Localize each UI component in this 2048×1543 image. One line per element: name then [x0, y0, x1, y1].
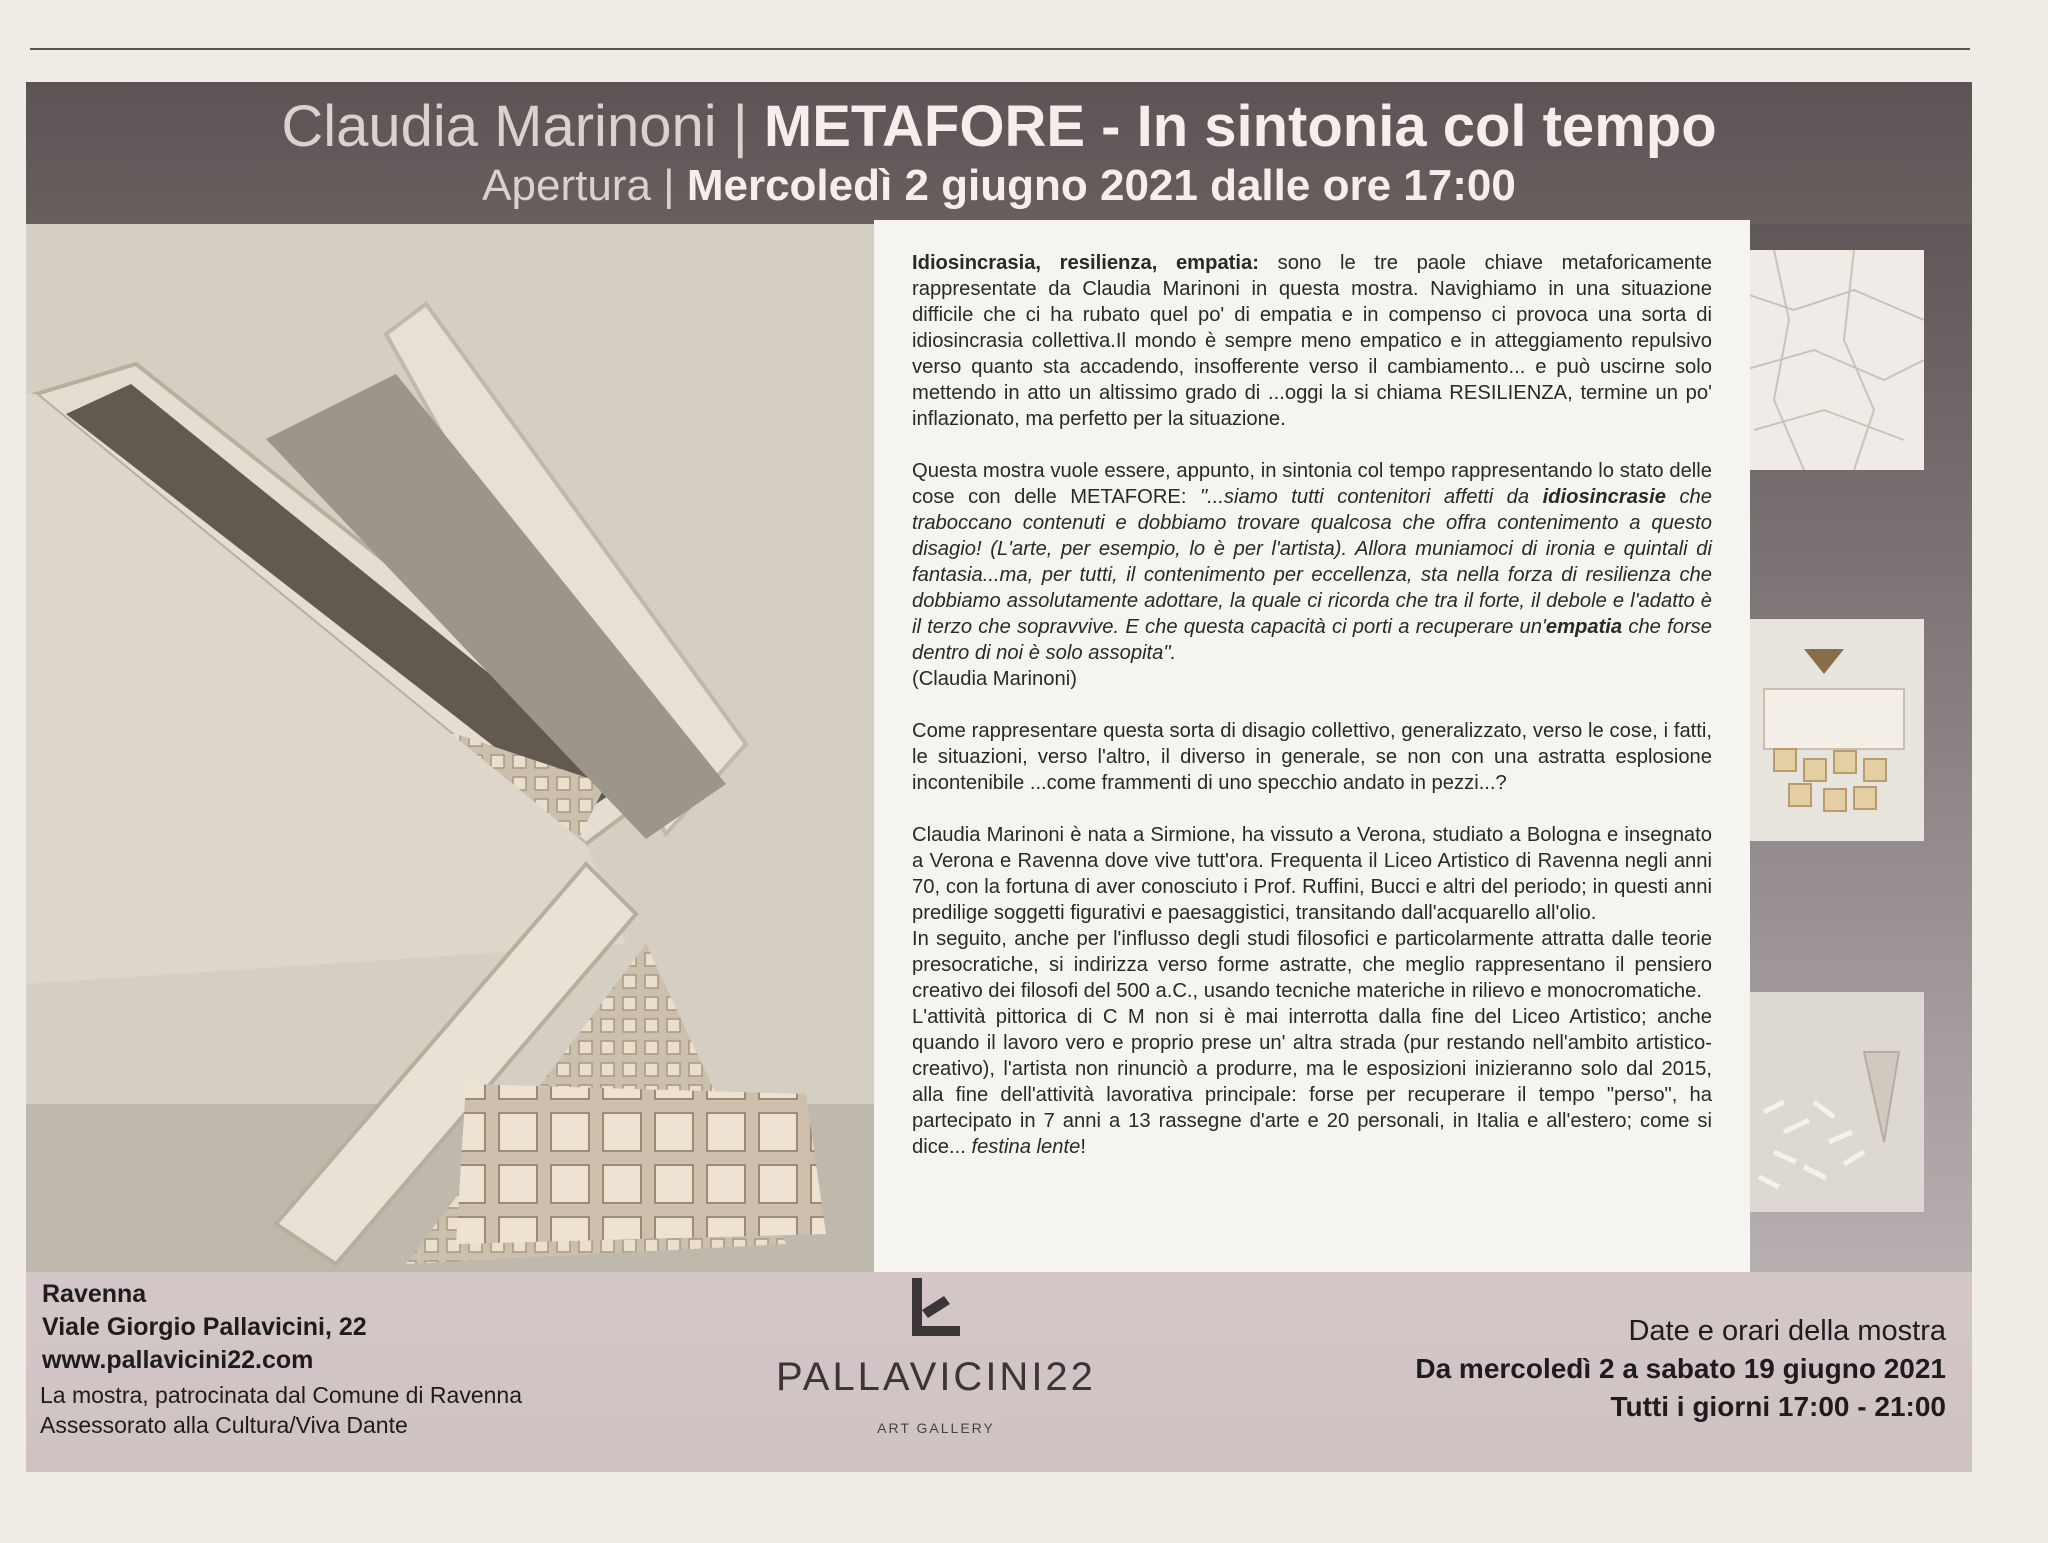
exhibition-title: METAFORE - In sintonia col tempo [763, 94, 1717, 159]
artwork-thumbnail-3 [1734, 992, 1924, 1212]
venue-city: Ravenna [42, 1280, 147, 1308]
text-run: ! [1080, 1136, 1086, 1158]
article-paragraph-2 [912, 458, 1712, 692]
text-run: che forse dentro di noi è solo assopita". [912, 616, 1712, 664]
opening-hours: Tutti i giorni 17:00 - 21:00 [1610, 1391, 1946, 1422]
opening-date: Mercoledì 2 giugno 2021 dalle ore 17:00 [686, 161, 1516, 210]
quote-signature: (Claudia Marinoni) [912, 668, 1077, 690]
text-run: sono le tre paole chiave metaforicamente rappresentate da Claudia Marinoni in questa mostra. Navighiamo in una situazione difficile che ci ha rubato quel po' di empatia e in compenso ci provoca una sorta di idiosincrasia collettiva.Il mondo è sempre meno empatico e in atteggiamento repulsivo verso quanto sta accadendo, insofferente verso il cambiamento... e può uscirne solo mettendo in atto un altissimo grado di ...oggi la si chiama RESILIENZA, termine un po' inflazionato, ma perfetto per la situazione. [912, 252, 1712, 430]
article-paragraph-5 [912, 926, 1712, 1004]
fragments-image [1734, 992, 1924, 1212]
article-paragraph-3 [912, 718, 1712, 796]
artist-name: Claudia Marinoni | [281, 94, 748, 159]
venue-website-link[interactable]: www.pallavicini22.com [42, 1346, 314, 1374]
patronage-info [40, 1380, 522, 1440]
patronage-line-1: La mostra, patrocinata dal Comune di Ravenna [40, 1382, 523, 1408]
gallery-subtitle: ART GALLERY [877, 1420, 995, 1436]
text-run: che traboccano contenuti e dobbiamo trovare qualcosa che offra contenimento a questo disagio! (L'arte, per esempio, lo è per l'artista). Allora muniamoci di ironia e quintali di fantasia...ma, per tutti, il contenimento per eccellenza, sta nella forza di resilienza che dobbiamo assolutamente adottare, la quale ci ricorda che tra il forte, il debole e l'adatto è il terzo che sopravvive. E che questa capacità ci porti a recuperare un' [912, 486, 1712, 638]
artwork-thumbnail-1 [1734, 250, 1924, 470]
exhibition-dates [1415, 1312, 1946, 1426]
venue-info [42, 1278, 367, 1377]
page-top-rule [30, 48, 1970, 50]
exhibition-advertisement [26, 82, 1972, 1472]
gallery-logo [776, 1274, 1096, 1436]
header-banner [26, 82, 1972, 224]
text-run: Questa mostra vuole essere, appunto, in sintonia col tempo rappresentando lo stato delle cose con delle METAFORE: [912, 460, 1712, 508]
article-paragraph-1 [912, 250, 1712, 432]
dates-range: Da mercoledì 2 a sabato 19 giugno 2021 [1415, 1353, 1946, 1384]
text-run: Idiosincrasia, resilienza, empatia: [912, 252, 1259, 274]
opening-line [26, 158, 1972, 214]
article-text [874, 220, 1750, 1272]
title-line [26, 92, 1972, 162]
gallery-logo-icon [906, 1274, 966, 1344]
crackle-texture-image [1734, 250, 1924, 470]
text-run: idiosincrasie [1542, 486, 1666, 508]
text-run: L'attività pittorica di C M non si è mai interrotta dalla fine del Liceo Artistico; anche quando il lavoro vero e proprio prese un' altra strada (pur restando nell'ambito artistico-creativo), l'artista non rinunciò a produrre, ma le esposizioni inizieranno solo dal 2015, alla fine dell'attività lavorativa principale: forse per recuperare il tempo "perso", ha partecipato in 7 anni a 13 rassegne d'arte e 20 personali, in Italia e all'estero; come si dice... [912, 1006, 1712, 1158]
text-run: Claudia Marinoni è nata a Sirmione, ha vissuto a Verona, studiato a Bologna e insegnato a Verona e Ravenna dove vive tutt'ora. Frequenta il Liceo Artistico di Ravenna negli anni 70, con la fortuna di aver conosciuto i Prof. Ruffini, Bucci e altri del periodo; in questi anni predilige soggetti figurativi e paesaggistici, transitando dall'acquarello all'olio. [912, 824, 1712, 924]
opening-label: Apertura | [482, 161, 675, 210]
text-run: Come rappresentare questa sorta di disagio collettivo, generalizzato, verso le cose, i fatti, le situazioni, verso l'altro, il diverso in generale, se non con una astratta esplosione incontenibile ...come frammenti di uno specchio andato in pezzi...? [912, 720, 1712, 794]
text-run: festina lente [971, 1136, 1081, 1158]
article-paragraph-6 [912, 1004, 1712, 1160]
cube-explosion-image [1734, 619, 1924, 841]
gallery-name: PALLAVICINI22 [776, 1355, 1096, 1399]
dates-label: Date e orari della mostra [1628, 1315, 1946, 1347]
article-quote [912, 460, 1712, 664]
text-run: In seguito, anche per l'influsso degli studi filosofici e particolarmente attratta dalle teorie presocratiche, si indirizza verso forme astratte, che meglio rappresentano il pensiero creativo dei filosofi del 500 a.C., usando tecniche materiche in rilievo e monocromatiche. [912, 928, 1712, 1002]
artwork-photo [26, 224, 886, 1344]
text-run: empatia [1545, 616, 1623, 638]
footer-band [26, 1272, 1972, 1472]
article-paragraph-4 [912, 822, 1712, 926]
artwork-illustration [26, 224, 886, 1344]
venue-address: Viale Giorgio Pallavicini, 22 [42, 1313, 367, 1341]
artwork-thumbnail-2 [1734, 619, 1924, 841]
patronage-line-2: Assessorato alla Cultura/Viva Dante [40, 1412, 408, 1438]
text-run: "...siamo tutti contenitori affetti da [1199, 486, 1543, 508]
